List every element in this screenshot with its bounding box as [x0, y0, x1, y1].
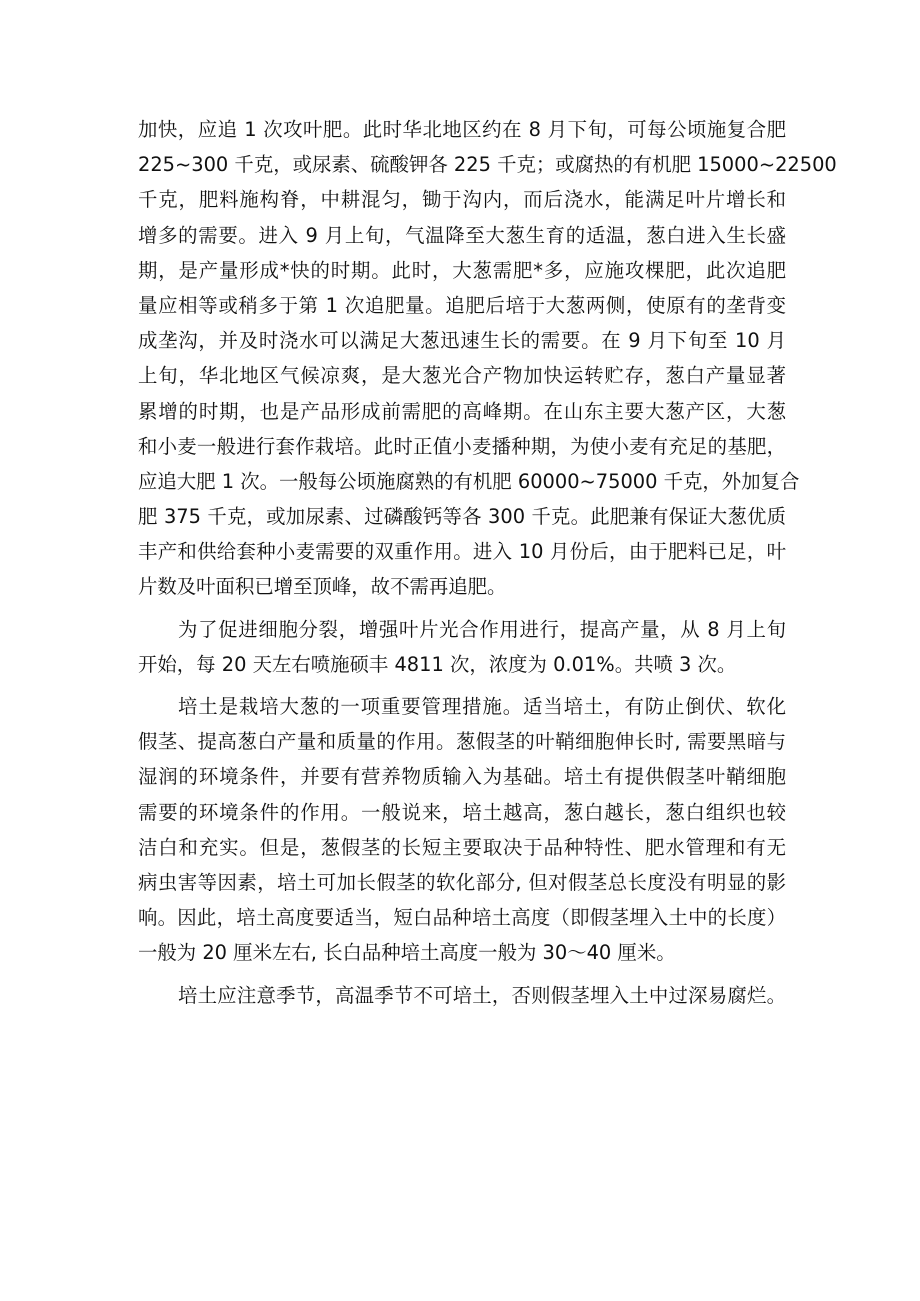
text-line: 加快，应追 1 次攻叶肥。此时华北地区约在 8 月下旬，可每公顷施复合肥 — [138, 118, 786, 141]
text-line: 需要的环境条件的作用。一般说来，培土越高，葱白越长，葱白组织也较 — [138, 800, 786, 824]
paragraph-soil-hilling — [138, 689, 786, 971]
text-line: 片数及叶面积已增至顶峰，故不需再追肥。 — [138, 575, 507, 599]
text-line: 期，是产量形成*快的时期。此时，大葱需肥*多，应施攻棵肥，此次追肥 — [138, 258, 786, 282]
text-line: 量应相等或稍多于第 1 次追肥量。追肥后培于大葱两侧，使原有的垄背变 — [138, 293, 786, 317]
paragraph-fertilizer — [138, 112, 837, 605]
paragraph-foliar-spray — [138, 612, 786, 682]
text-line: 肥 375 千克，或加尿素、过磷酸钙等各 300 千克。此肥兼有保证大葱优质 — [138, 505, 786, 529]
text-line: 湿润的环境条件，并要有营养物质输入为基础。培土有提供假茎叶鞘细胞 — [138, 765, 786, 789]
text-line: 响。因此，培土高度要适当，短白品种培土高度（即假茎埋入土中的长度） — [138, 906, 786, 930]
text-line: 一般为 20 厘米左右, 长白品种培土高度一般为 30～40 厘米。 — [138, 941, 676, 965]
text-line: 病虫害等因素，培土可加长假茎的软化部分, 但对假茎总长度没有明显的影 — [138, 870, 786, 894]
document-body — [138, 112, 837, 1013]
text-line: 上旬，华北地区气候凉爽，是大葱光合产物加快运转贮存，葱白产量显著 — [138, 364, 786, 388]
text-line: 洁白和充实。但是，葱假茎的长短主要取决于品种特性、肥水管理和有无 — [138, 835, 786, 859]
text-line: 培土是栽培大葱的一项重要管理措施。适当培土，有防止倒伏、软化 — [178, 695, 786, 718]
text-line: 成垄沟，并及时浇水可以满足大葱迅速生长的需要。在 9 月下旬至 10 月 — [138, 329, 786, 353]
text-line: 累增的时期，也是产品形成前需肥的高峰期。在山东主要大葱产区，大葱 — [138, 399, 786, 423]
text-line: 应追大肥 1 次。一般每公顷施腐熟的有机肥 60000~75000 千克，外加复合 — [138, 469, 800, 493]
text-line: 和小麦一般进行套作栽培。此时正值小麦播种期，为使小麦有充足的基肥， — [138, 434, 786, 458]
text-line: 增多的需要。进入 9 月上旬，气温降至大葱生育的适温，葱白进入生长盛 — [138, 223, 786, 247]
text-line: 开始，每 20 天左右喷施硕丰 4811 次，浓度为 0.01%。共喷 3 次。 — [138, 652, 737, 676]
paragraph-hilling-season — [138, 978, 786, 1013]
text-line: 225~300 千克，或尿素、硫酸钾各 225 千克；或腐热的有机肥 15000~22500 — [138, 153, 837, 177]
text-line: 为了促进细胞分裂，增强叶片光合作用进行，提高产量，从 8 月上旬 — [178, 617, 786, 641]
text-line: 千克，肥料施构脊，中耕混匀，锄于沟内，而后浇水，能满足叶片增长和 — [138, 188, 786, 212]
text-line: 培土应注意季节，高温季节不可培土，否则假茎埋入土中过深易腐烂。 — [178, 983, 786, 1007]
text-line: 假茎、提高葱白产量和质量的作用。葱假茎的叶鞘细胞伸长时, 需要黑暗与 — [138, 730, 786, 754]
text-line: 丰产和供给套种小麦需要的双重作用。进入 10 月份后，由于肥料已足，叶 — [138, 540, 786, 564]
